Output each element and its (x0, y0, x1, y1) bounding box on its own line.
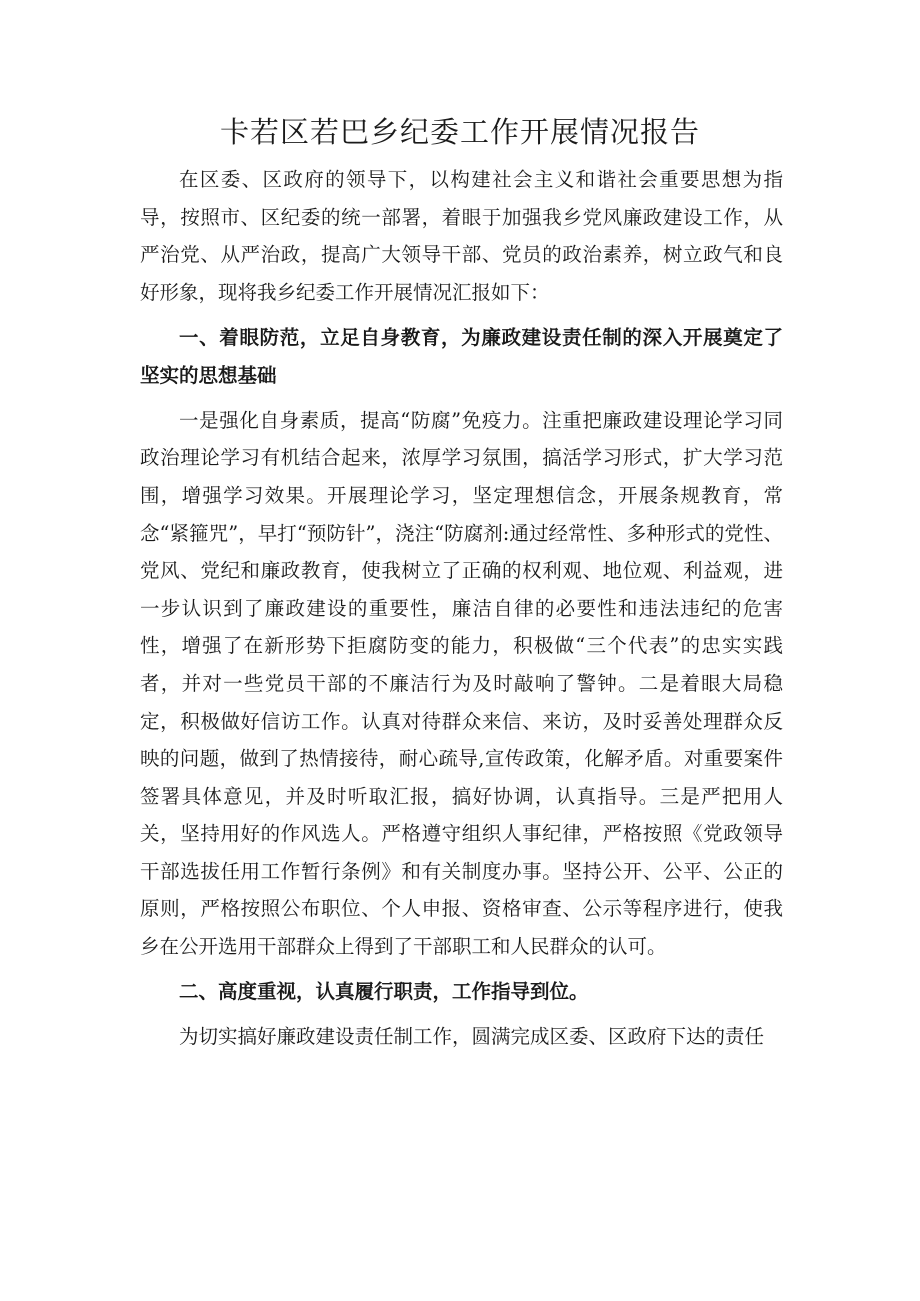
section-heading-2: 二、高度重视，认真履行职责，工作指导到位。 (179, 980, 589, 1004)
intro-paragraph: 在区委、区政府的领导下，以构建社会主义和谐社会重要思想为指导，按照市、区纪委的统一部署，着眼于加强我乡党风廉政建设工作，从严治党、从严治政，提高广大领导干部、党员的政治素养，树立政气和良好形象，现将我乡纪委工作开展情况汇报如下： (140, 168, 783, 304)
section-2-paragraph: 为切实搞好廉政建设责任制工作，圆满完成区委、区政府下达的责任 (179, 1025, 765, 1049)
section-heading-1: 一、着眼防范，立足自身教育，为廉政建设责任制的深入开展奠定了坚实的思想基础 (140, 325, 783, 387)
document-body (140, 161, 783, 1056)
section-1-paragraph: 一是强化自身素质，提高“防腐”免疫力。注重把廉政建设理论学习同政治理论学习有机结合起来，浓厚学习氛围，搞活学习形式，扩大学习范围，增强学习效果。开展理论学习，坚定理想信念，开展条规教育，常念“紧箍咒”，早打“预防针”，浇注“防腐剂:通过经常性、多种形式的党性、党风、党纪和廉政教育，使我树立了正确的权利观、地位观、利益观，进一步认识到了廉政建设的重要性，廉洁自律的必要性和违法违纪的危害性，增强了在新形势下拒腐防变的能力，积极做“三个代表”的忠实实践者，并对一些党员干部的不廉洁行为及时敲响了警钟。二是着眼大局稳定，积极做好信访工作。认真对待群众来信、来访，及时妥善处理群众反映的问题，做到了热情接待，耐心疏导,宣传政策，化解矛盾。对重要案件签署具体意见，并及时听取汇报，搞好协调，认真指导。三是严把用人关，坚持用好的作风选人。严格遵守组织人事纪律，严格按照《党政领导干部选拔任用工作暂行条例》和有关制度办事。坚持公开、公平、公正的原则，严格按照公布职位、个人申报、资格审查、公示等程序进行，使我乡在公开选用干部群众上得到了干部职工和人民群众的认可。 (140, 408, 783, 959)
document-title: 卡若区若巴乡纪委工作开展情况报告 (219, 115, 700, 149)
